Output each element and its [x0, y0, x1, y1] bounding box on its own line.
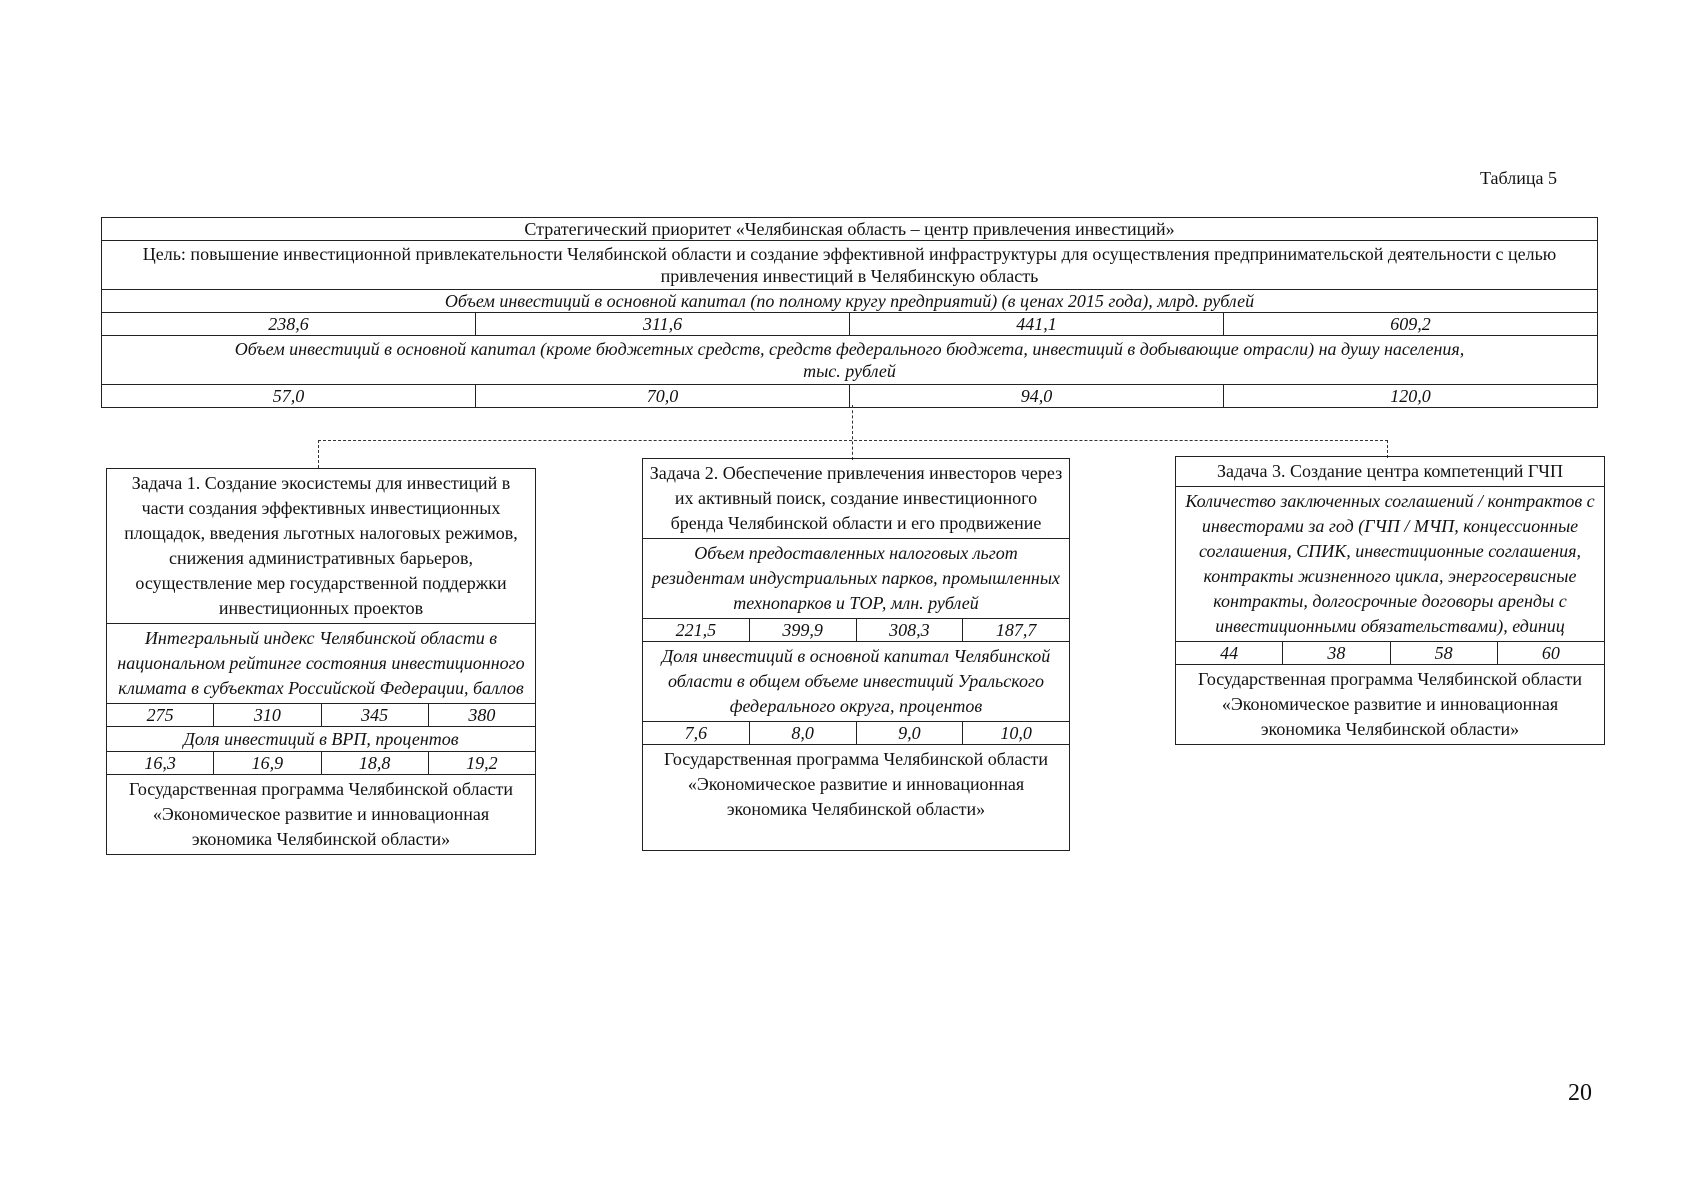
connector-vertical-main — [852, 405, 853, 460]
task-title: Задача 2. Обеспечение привлечения инвесторов через их активный поиск, создание инвестиционного бренда Челябинской области и его продвижение — [643, 459, 1069, 539]
value-cell: 16,3 — [107, 752, 214, 774]
task-box-1 — [106, 468, 536, 855]
task-box-2 — [642, 458, 1070, 851]
indicator1-value: 311,6 — [476, 313, 850, 336]
goal-text: Цель: повышение инвестиционной привлекательности Челябинской области и создание эффективной инфраструктуры для осуществления предпринимательской деятельности с целью привлечения инвестиций в Челябинскую область — [102, 241, 1598, 290]
indicator2-value: 70,0 — [476, 385, 850, 408]
value-cell: 8,0 — [750, 722, 857, 744]
indicator2-label: Объем инвестиций в основной капитал (кроме бюджетных средств, средств федерального бюджета, инвестиций в добывающие отрасли) на душу населения, тыс. рублей — [102, 336, 1598, 385]
connector-horizontal — [318, 440, 1388, 441]
priority-title: Стратегический приоритет «Челябинская область – центр привлечения инвестиций» — [102, 218, 1598, 241]
value-cell: 44 — [1176, 642, 1283, 664]
task-indicator-values — [107, 752, 535, 775]
value-cell: 38 — [1283, 642, 1390, 664]
indicator2-value: 94,0 — [850, 385, 1224, 408]
indicator1-value: 441,1 — [850, 313, 1224, 336]
task-indicator-label: Интегральный индекс Челябинской области в национальном рейтинге состояния инвестиционного климата в субъектах Российской Федерации, баллов — [107, 624, 535, 704]
task-program: Государственная программа Челябинской области «Экономическое развитие и инновационная экономика Челябинской области» — [664, 749, 1048, 819]
connector-vertical-left — [318, 440, 319, 468]
task-indicator-label: Доля инвестиций в основной капитал Челябинской области в общем объеме инвестиций Уральского федерального округа, процентов — [643, 642, 1069, 722]
strategic-priority-table — [101, 217, 1598, 408]
value-cell: 221,5 — [643, 619, 750, 641]
value-cell: 345 — [322, 704, 429, 726]
value-cell: 187,7 — [995, 620, 1037, 640]
task-indicator-values — [643, 722, 1069, 745]
task-indicator-values — [107, 704, 535, 727]
indicator1-value: 238,6 — [102, 313, 476, 336]
value-cell: 399,9 — [750, 619, 857, 641]
task-title: Задача 1. Создание экосистемы для инвестиций в части создания эффективных инвестиционных площадок, введения льготных налоговых режимов, снижения административных барьеров, осуществление мер государственной поддержки инвестиционных проектов — [107, 469, 535, 624]
task-indicator-values — [643, 619, 1069, 642]
value-cell: 7,6 — [643, 722, 750, 744]
value-cell: 9,0 — [857, 722, 964, 744]
task-indicator-label: Объем предоставленных налоговых льгот резидентам индустриальных парков, промышленных технопарков и ТОР, млн. рублей — [643, 539, 1069, 619]
value-cell: 58 — [1391, 642, 1498, 664]
value-cell: 19,2 — [466, 753, 498, 773]
task-program: Государственная программа Челябинской области «Экономическое развитие и инновационная экономика Челябинской области» — [1198, 669, 1582, 739]
value-cell: 60 — [1541, 643, 1560, 663]
indicator2-value: 120,0 — [1224, 385, 1598, 408]
value-cell: 16,9 — [214, 752, 321, 774]
task-box-3 — [1175, 456, 1605, 745]
value-cell: 380 — [468, 705, 496, 725]
task-indicator-label: Количество заключенных соглашений / контрактов с инвесторами за год (ГЧП / МЧП, концессионные соглашения, СПИК, инвестиционные соглашения, контракты жизненного цикла, энергосервисные контракты, долгосрочные договоры аренды с инвестиционными обязательствами), единиц — [1176, 487, 1604, 642]
task-program: Государственная программа Челябинской области «Экономическое развитие и инновационная экономика Челябинской области» — [129, 779, 513, 849]
page-number: 20 — [1568, 1080, 1592, 1106]
value-cell: 18,8 — [322, 752, 429, 774]
value-cell: 10,0 — [1000, 723, 1032, 743]
value-cell: 275 — [107, 704, 214, 726]
task-title: Задача 3. Создание центра компетенций ГЧП — [1176, 457, 1604, 487]
value-cell: 310 — [214, 704, 321, 726]
value-cell: 308,3 — [857, 619, 964, 641]
indicator1-label: Объем инвестиций в основной капитал (по полному кругу предприятий) (в ценах 2015 года), млрд. рублей — [102, 290, 1598, 313]
task-indicator-values — [1176, 642, 1604, 665]
indicator1-value: 609,2 — [1224, 313, 1598, 336]
task-indicator-label: Доля инвестиций в ВРП, процентов — [107, 727, 535, 752]
indicator2-value: 57,0 — [102, 385, 476, 408]
table-caption: Таблица 5 — [1480, 168, 1557, 188]
